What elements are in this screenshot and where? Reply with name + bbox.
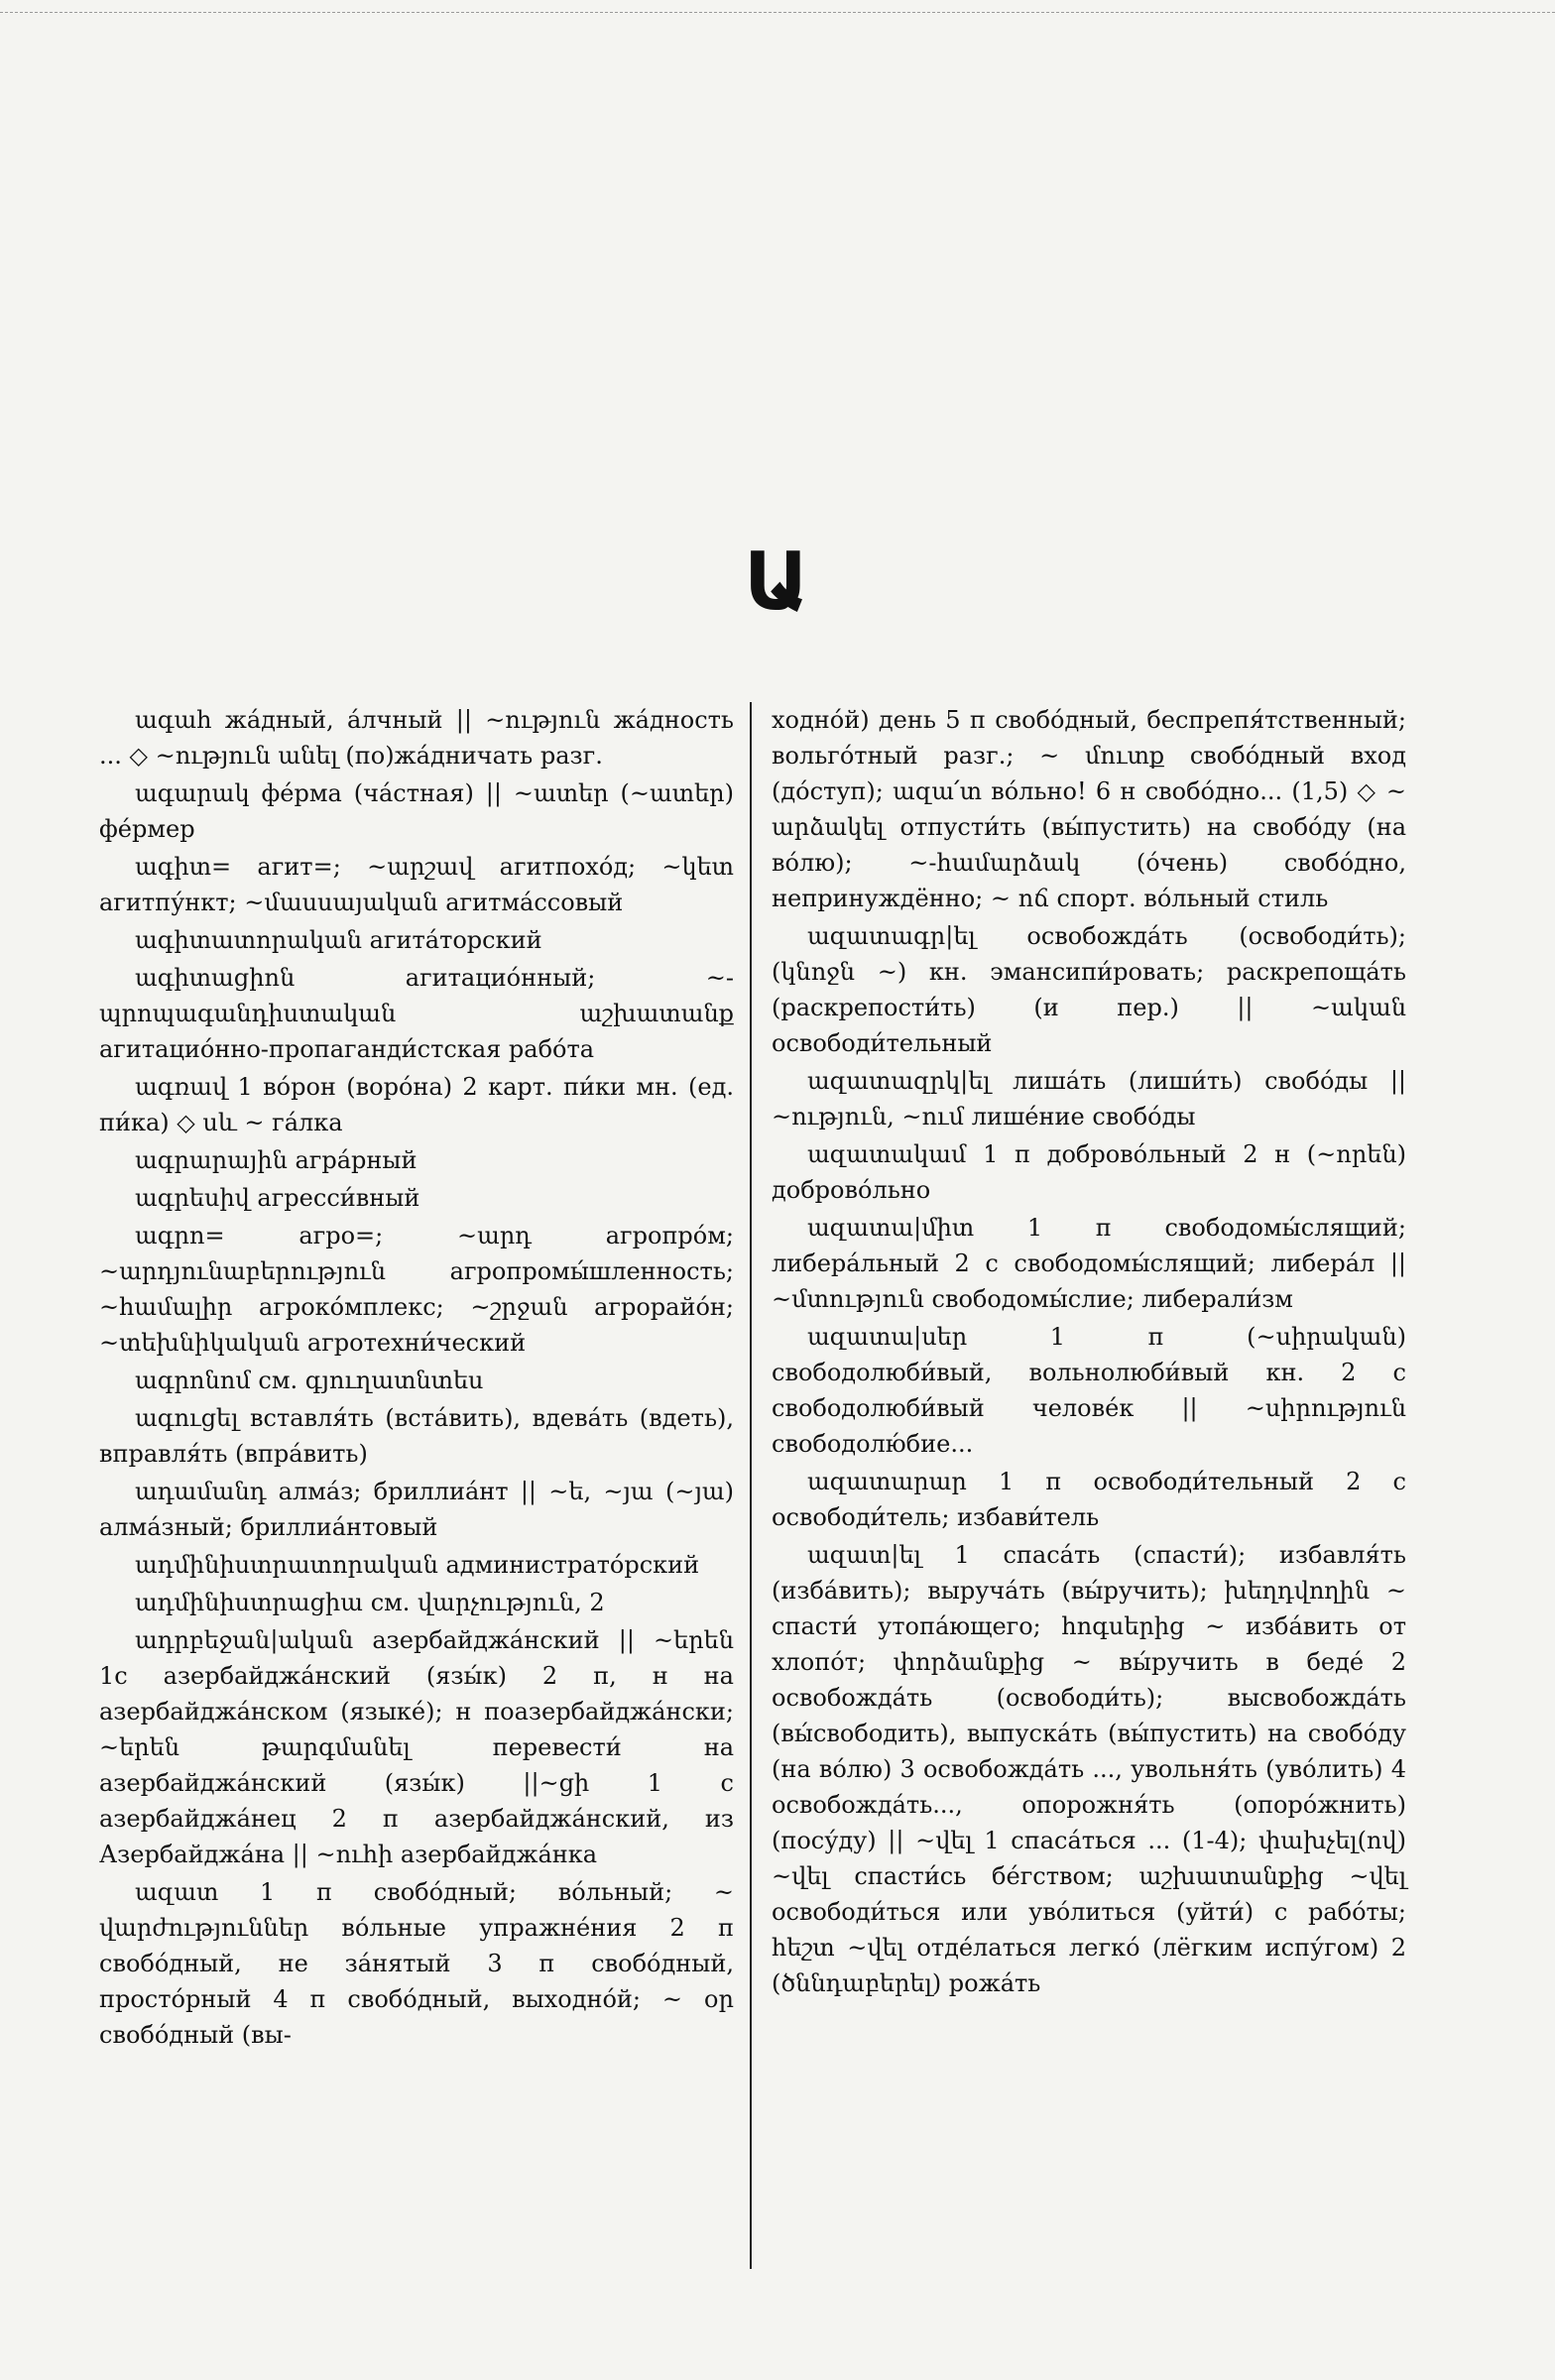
section-letter: Ա [744,536,811,628]
dictionary-entry: ագրեսիվ агресси́вный [135,1184,420,1212]
dictionary-entry: ագիտատորական агита́торский [135,926,542,954]
dictionary-entry: ագուցել вставля́ть (вста́вить), вдева́ть (вдеть), вправля́ть (впра́вить) [99,1404,734,1468]
left-column [99,702,734,2055]
dictionary-entry: ազատակամ 1 п доброво́льный 2 н (~որեն) доброво́льно [772,1140,1406,1204]
dictionary-entry: ազատագր|ել освобожда́ть (освободи́ть); (կնոջն ~) кн. эмансипи́ровать; раскрепоща́ть (раскрепости́ть) (и пер.) || ~ական освободи́тельный [772,922,1406,1057]
dictionary-entry: ադմինիստրատորական администрато́рский [135,1551,700,1579]
column-divider [750,702,752,2269]
dictionary-entry: ազատազրկ|ել лиша́ть (лиши́ть) свобо́ды || ~ություն, ~ում лише́ние свобо́ды [772,1067,1406,1130]
dictionary-entry: ազատ|ել 1 спаса́ть (спасти́); избавля́ть (изба́вить); выруча́ть (вы́ручить); խեղդվողին ~ спасти́ утопа́ющего; հոգսերից ~ изба́вить от хлопо́т; փորձանքից ~ вы́ручить в беде́ 2 освобожда́ть (освободи́ть); высвобожда́ть (вы́свободить), выпуска́ть (вы́пустить) на свобо́ду (на во́лю) 3 освобожда́ть ..., увольня́ть (уво́лить) 4 освобожда́ть..., опорожня́ть (опоро́жнить) (посу́ду) || ~վել 1 спаса́ться ... (1-4); փախչել(ով) ~վել спасти́сь бе́гством; աշխատանքից ~վել освободи́ться или уво́литься (уйти́) с рабо́ты; հեշտ ~վել отде́латься легко́ (лёгким испу́гом) 2 (ծննդաբերել) рожа́ть [772,1541,1406,1997]
dictionary-entry: ագիտացիոն агитацио́нный; ~-պրոպագանդիստական աշխատանք агитацио́нно-пропаганди́стская рабо́та [99,964,734,1063]
dictionary-entry: ադամանդ алма́з; бриллиа́нт || ~ե, ~յա (~յա) алма́зный; бриллиа́нтовый [99,1478,734,1541]
dictionary-entry: ագահ жа́дный, а́лчный || ~ություն жа́дность ... ◇ ~ություն անել (по)жа́дничать разг. [99,706,734,770]
dictionary-entry: ագրոնոմ см. գյուղատնտես [135,1367,484,1394]
dictionary-entry: ազատա|միտ 1 п свободомы́слящий; либера́льный 2 с свободомы́слящий; либера́л || ~մտություն свободомы́слие; либерали́зм [772,1214,1406,1313]
dictionary-entry: ադմինիստրացիա см. վարչություն, 2 [135,1589,605,1616]
dictionary-entry: ազատ 1 п свобо́дный; во́льный; ~ վարժություններ во́льные упражне́ния 2 п свобо́дный, не за́нятый 3 п свобо́дный, просто́рный 4 п свобо́дный, выходно́й; ~ օր свобо́дный (вы- [99,1878,734,2049]
dictionary-entry: ագարակ фе́рма (ча́стная) || ~ատեր (~ատեր) фе́рмер [99,779,734,843]
dictionary-entry: ադրբեջան|ական азербайджа́нский || ~երեն 1с азербайджа́нский (язы́к) 2 п, н на азербайджа́нском (языке́); н поазербайджа́нски; ~երեն թարգմանել перевести́ на азербайджа́нский (язы́к) ||~ցի 1 с азербайджа́нец 2 п азербайджа́нский, из Азербайджа́на || ~ուհի азербайджа́нка [99,1626,734,1868]
dictionary-entry: ագրո= агро=; ~արդ агропро́м; ~արդյունաբերություն агропромы́шленность; ~համալիր агроко́мплекс; ~շրջան агрорайо́н; ~տեխնիկական агротехни́ческий [99,1222,734,1357]
dictionary-entry: ագրարային агра́рный [135,1146,418,1174]
dictionary-entry: ագիտ= агит=; ~արշավ агитпохо́д; ~կետ агитпу́нкт; ~մասսայական агитма́ссовый [99,853,734,916]
right-column [772,702,1406,2003]
dictionary-entry-continuation: ходно́й) день 5 п свобо́дный, беспрепя́тственный; вольго́тный разг.; ~ մուտք свобо́дный вход (до́ступ); ազա՛տ во́льно! 6 н свобо́дно... (1,5) ◇ ~ արձակել отпусти́ть (вы́пустить) на свобо́ду (на во́лю); ~-համարձակ (о́чень) свобо́дно, непринуждённо; ~ ոճ спорт. во́льный стиль [772,706,1406,912]
dictionary-entry: ազատա|սեր 1 п (~սիրական) свободолюби́вый, вольнолюби́вый кн. 2 с свободолюби́вый челове́к || ~սիրություն свободолю́бие... [772,1323,1406,1458]
dictionary-entry: ազատարար 1 п освободи́тельный 2 с освободи́тель; избави́тель [772,1468,1406,1531]
dictionary-entry: ագռավ 1 во́рон (воро́на) 2 карт. пи́ки мн. (ед. пи́ка) ◇ սև ~ га́лка [99,1073,734,1136]
top-rule [0,12,1555,13]
